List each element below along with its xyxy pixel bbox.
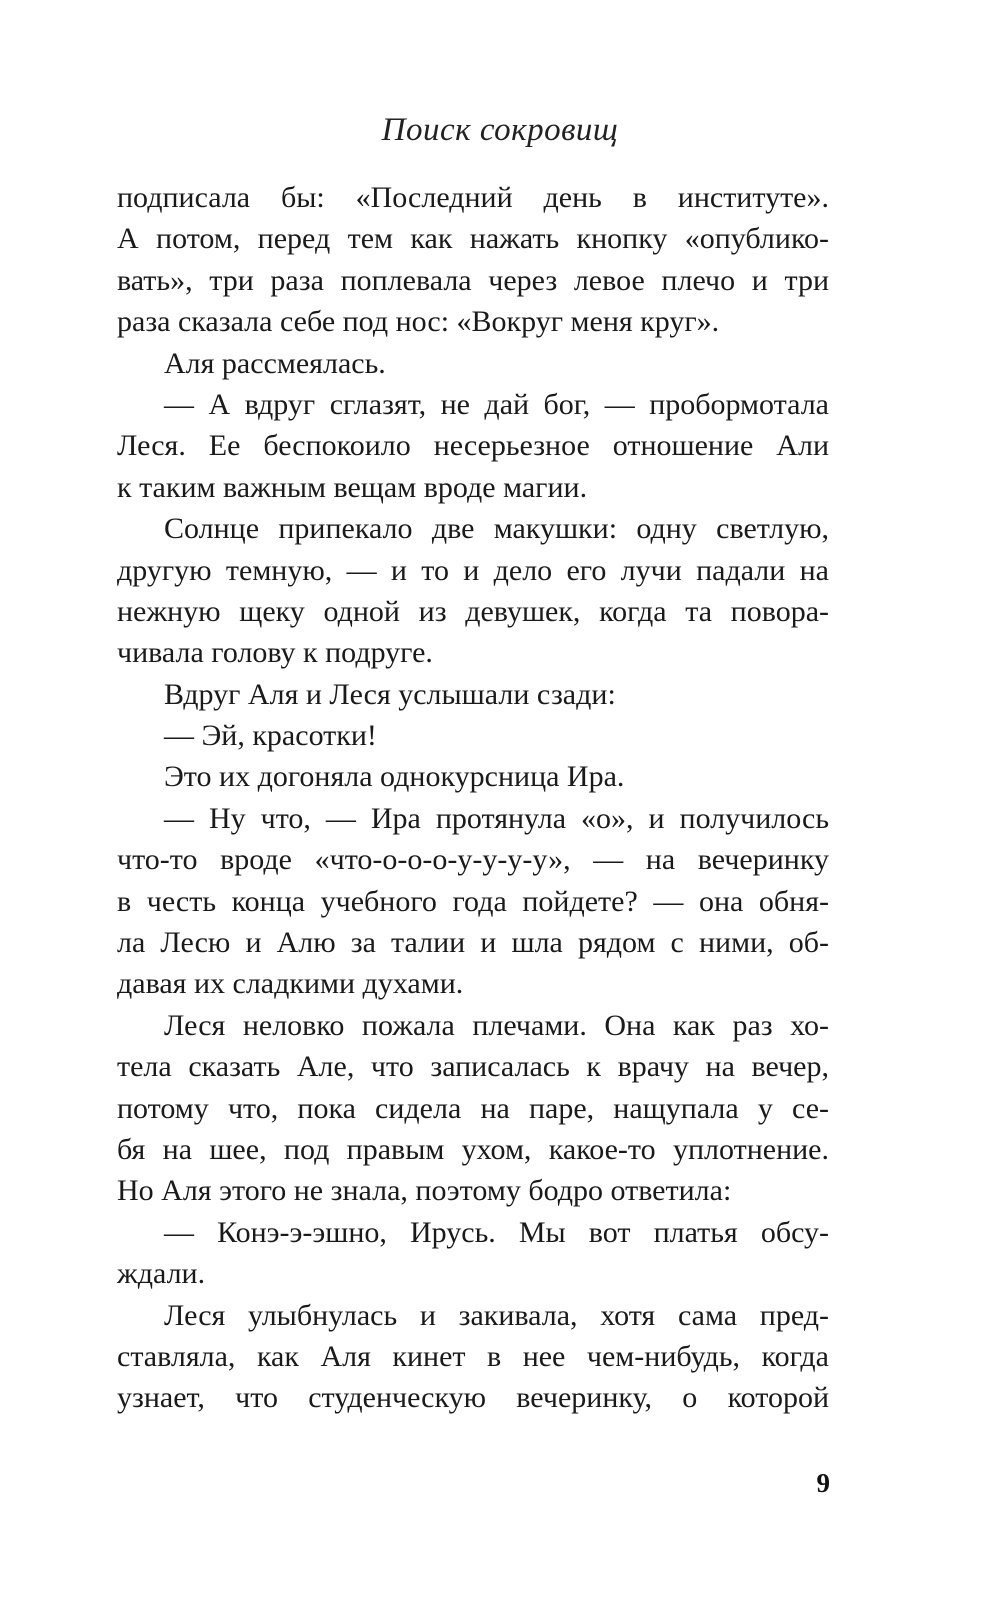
text-line: нежную щеку одной из девушек, когда та повора- <box>117 594 829 628</box>
text-line: давая их сладкими духами. <box>117 967 464 1001</box>
text-line: потому что, пока сидела на паре, нащупала у се- <box>117 1091 829 1125</box>
text-line: раза сказала себе под нос: «Вокруг меня круг». <box>117 305 720 339</box>
text-line: — Эй, красотки! <box>164 719 377 753</box>
page-number: 9 <box>816 1468 830 1498</box>
text-line: бя на шее, под правым ухом, какое-то уплотнение. <box>117 1132 829 1166</box>
text-line: Леся неловко пожала плечами. Она как раз хо- <box>164 1008 829 1042</box>
text-line: — Ну что, — Ира протянула «о», и получилось <box>164 801 829 835</box>
text-line: Аля рассмеялась. <box>164 346 386 380</box>
text-line: ждали. <box>117 1257 206 1291</box>
text-line: вать», три раза поплевала через левое плечо и три <box>117 263 829 297</box>
running-head: Поиск сокровищ <box>381 112 619 148</box>
text-line: тела сказать Але, что записалась к врачу на вечер, <box>117 1050 829 1084</box>
text-line: ла Лесю и Алю за талии и шла рядом с ними, об- <box>117 926 829 960</box>
text-line: подписала бы: «Последний день в институте». <box>117 181 829 214</box>
body-text <box>117 177 829 1419</box>
text-line: Вдруг Аля и Леся услышали сзади: <box>164 677 616 711</box>
text-line: Это их догоняла однокурсница Ира. <box>164 760 625 794</box>
text-line: Солнце припекало две макушки: одну светлую, <box>164 512 829 546</box>
text-line: другую темную, — и то и дело его лучи падали на <box>117 553 829 587</box>
text-line: Леся. Ее беспокоило несерьезное отношение Али <box>117 429 829 463</box>
text-line: чивала голову к подруге. <box>117 636 433 670</box>
text-line: к таким важным вещам вроде магии. <box>117 470 588 504</box>
text-line: — Конэ-э-эшно, Ирусь. Мы вот платья обсу- <box>164 1215 829 1249</box>
text-line: Но Аля этого не знала, поэтому бодро ответила: <box>117 1174 732 1208</box>
text-line: узнает, что студенческую вечеринку, о которой <box>117 1381 829 1415</box>
text-line: — А вдруг сглазят, не дай бог, — пробормотала <box>164 387 829 421</box>
text-line: ставляла, как Аля кинет в нее чем-нибудь, когда <box>117 1339 829 1373</box>
text-line: что-то вроде «что-о-о-о-у-у-у-у», — на вечеринку <box>117 843 829 877</box>
text-line: в честь конца учебного года пойдете? — она обня- <box>117 884 829 918</box>
text-line: Леся улыбнулась и закивала, хотя сама пред- <box>164 1298 829 1332</box>
text-line: А потом, перед тем как нажать кнопку «опублико- <box>117 222 829 256</box>
